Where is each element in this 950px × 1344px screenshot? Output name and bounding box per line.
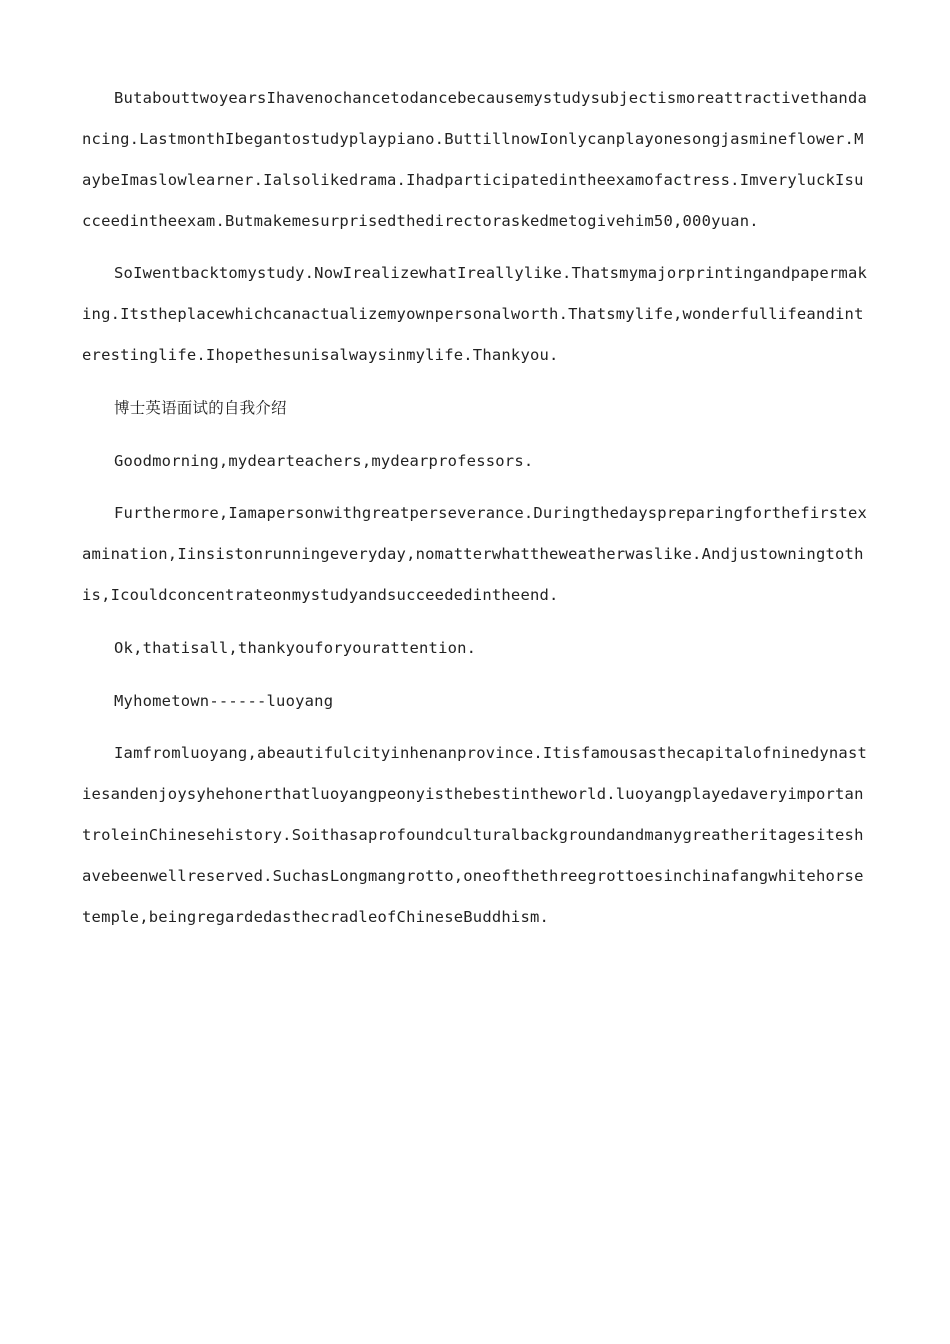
paragraph-closing: Ok,thatisall,thankyouforyourattention. <box>114 639 477 657</box>
document-page <box>82 78 870 949</box>
paragraph-greeting: Goodmorning,mydearteachers,mydearprofessors. <box>114 452 534 470</box>
paragraph-luoyang: Iamfromluoyang,abeautifulcityinhenanprovince.Itisfamousasthecapitalofninedynastiesandenjoysyhehonerthatluoyangpeonyisthebestintheworld.luoyangplayedaveryimportantroleinChinesehistory.Soithasaprofoundculturalbackgroundandmanygreatheritagesiteshavebeenwellreserved.SuchasLongmangrotto,oneofthethreegrottoesinchinafangwhitehorsetemple,beingregardedasthecradleofChineseBuddhism. <box>82 744 868 926</box>
paragraph-perseverance: Furthermore,Iamapersonwithgreatperseverance.Duringthedayspreparingforthefirstexamination,Iinsistonrunningeveryday,nomatterwhattheweatherwaslike.Andjustowningtothis,Icouldconcentrateonmystudyandsucceededintheend. <box>82 504 868 604</box>
paragraph-dance-piano-drama: ButabouttwoyearsIhavenochancetodancebecausemystudysubjectismoreattractivethandancing.LastmonthIbegantostudyplaypiano.ButtillnowIonlycanplayonesongjasmineflower.MaybeImaslowlearner.Ialsolikedrama.Ihadparticipatedintheexamofactress.ImveryluckIsucceedintheexam.Butmakemesurprisedthedirectoraskedmetogivehim50,000yuan. <box>82 89 868 230</box>
section-heading-phd-interview: 博士英语面试的自我介绍 <box>114 399 287 417</box>
paragraph-back-to-study: SoIwentbacktomystudy.NowIrealizewhatIreallylike.Thatsmymajorprintingandpapermaking.Itstheplacewhichcanactualizemyownpersonalworth.Thatsmylife,wonderfullifeandinterestinglife.Ihopethesunisalwaysinmylife.Thankyou. <box>82 264 868 364</box>
section-heading-hometown: Myhometown------luoyang <box>114 692 334 710</box>
